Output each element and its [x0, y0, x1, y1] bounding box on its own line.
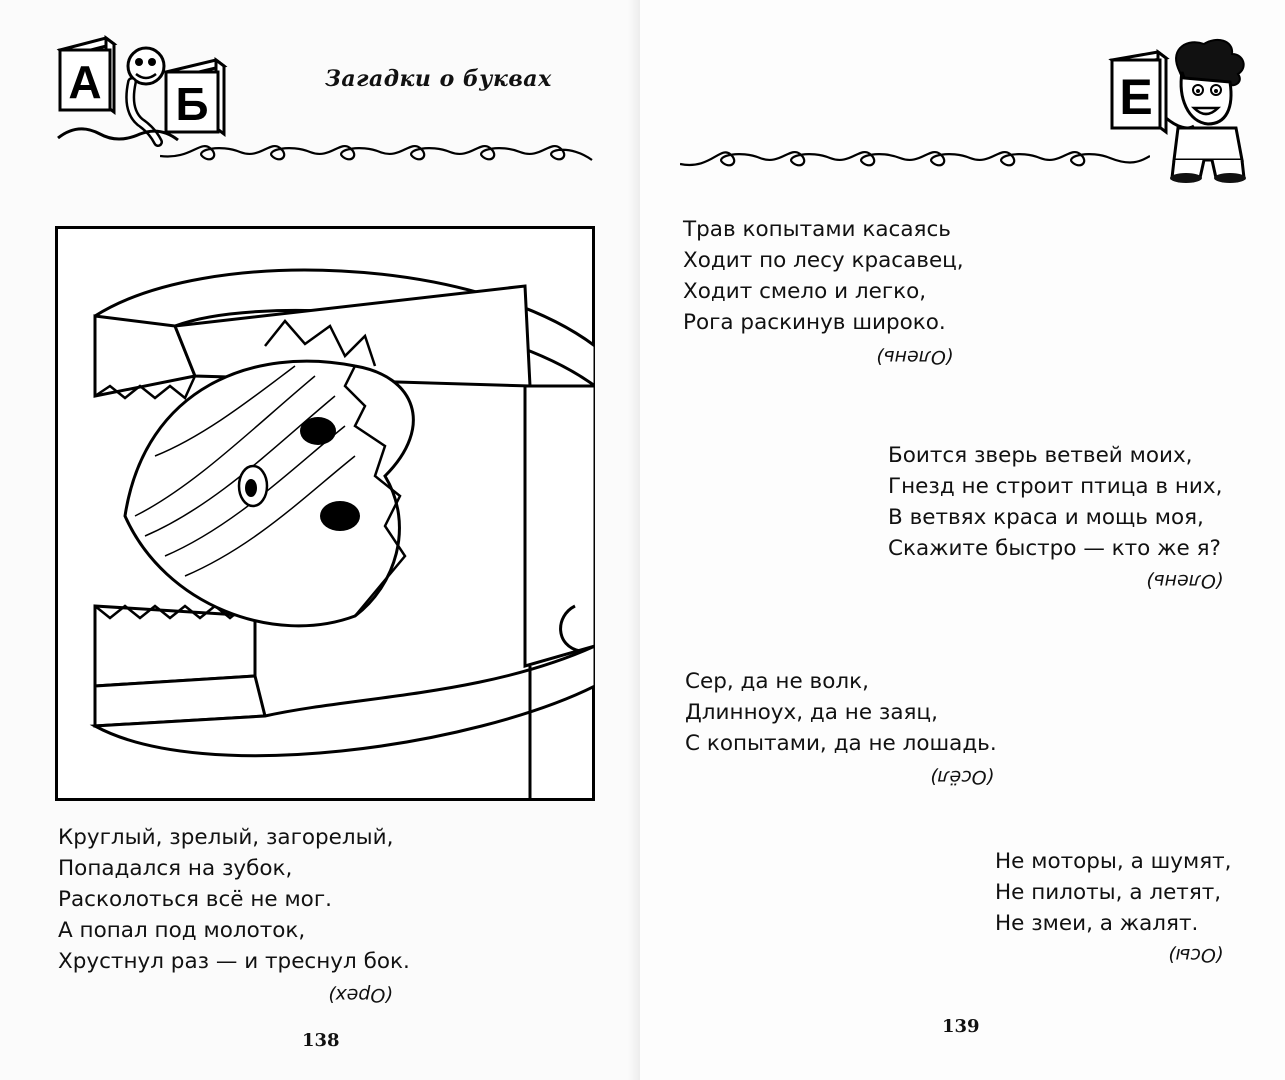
- page-number-left: 138: [302, 1030, 340, 1051]
- riddle-answer-upside-down: (Осы): [1168, 944, 1224, 966]
- riddle-line: Сер, да не волк,: [685, 669, 869, 694]
- riddle-line: Боится зверь ветвей моих,: [888, 443, 1193, 468]
- riddle-answer-upside-down: (Олень): [876, 346, 954, 368]
- page-number-right: 139: [942, 1016, 980, 1037]
- riddle-line: Ходит смело и легко,: [683, 279, 927, 304]
- letter-b-glyph: Б: [175, 78, 209, 130]
- riddle-deer-2: [888, 440, 1222, 564]
- riddle-walnut: [58, 822, 410, 977]
- nut-illustration: [55, 226, 595, 801]
- left-page: [0, 0, 640, 1080]
- letter-block-e: [1112, 52, 1166, 132]
- riddle-answer-upside-down: (Олень): [1146, 570, 1224, 592]
- riddle-answer-upside-down: (Осёл): [930, 766, 995, 788]
- riddle-donkey: [685, 666, 997, 759]
- riddle-line: Ходит по лесу красавец,: [683, 248, 964, 273]
- riddle-line: Не моторы, а шумят,: [995, 849, 1232, 874]
- letter-a-glyph: А: [68, 56, 102, 108]
- riddle-line: Трав копытами касаясь: [683, 217, 951, 242]
- header-wave-line-left: [160, 120, 600, 180]
- riddle-line: Гнезд не строит птица в них,: [888, 474, 1223, 499]
- riddle-line: В ветвях краса и мощь моя,: [888, 505, 1204, 530]
- letter-block-a: [60, 38, 114, 112]
- section-title: Загадки о буквах: [325, 66, 552, 92]
- riddle-line: Круглый, зрелый, загорелый,: [58, 825, 394, 850]
- riddle-line: Рога раскинув широко.: [683, 310, 946, 335]
- boy-icon: [1166, 40, 1246, 183]
- header-logo-e: [1108, 38, 1278, 183]
- riddle-line: Не пилоты, а летят,: [995, 880, 1222, 905]
- riddle-deer-1: [683, 214, 964, 338]
- riddle-line: С копытами, да не лошадь.: [685, 731, 997, 756]
- riddle-line: Длинноух, да не заяц,: [685, 700, 938, 725]
- header-wave-line-right: [680, 126, 1150, 186]
- riddle-line: Попадался на зубок,: [58, 856, 293, 881]
- riddle-wasps: [995, 846, 1232, 939]
- riddle-line: А попал под молоток,: [58, 918, 306, 943]
- riddle-line: Не змеи, а жалят.: [995, 911, 1199, 936]
- right-page: [640, 0, 1285, 1080]
- riddle-answer-upside-down: (Орех): [328, 984, 393, 1006]
- riddle-line: Хрустнул раз — и треснул бок.: [58, 949, 410, 974]
- riddle-line: Расколоться всё не мог.: [58, 887, 332, 912]
- letter-e-glyph: Е: [1119, 69, 1153, 125]
- riddle-line: Скажите быстро — кто же я?: [888, 536, 1221, 561]
